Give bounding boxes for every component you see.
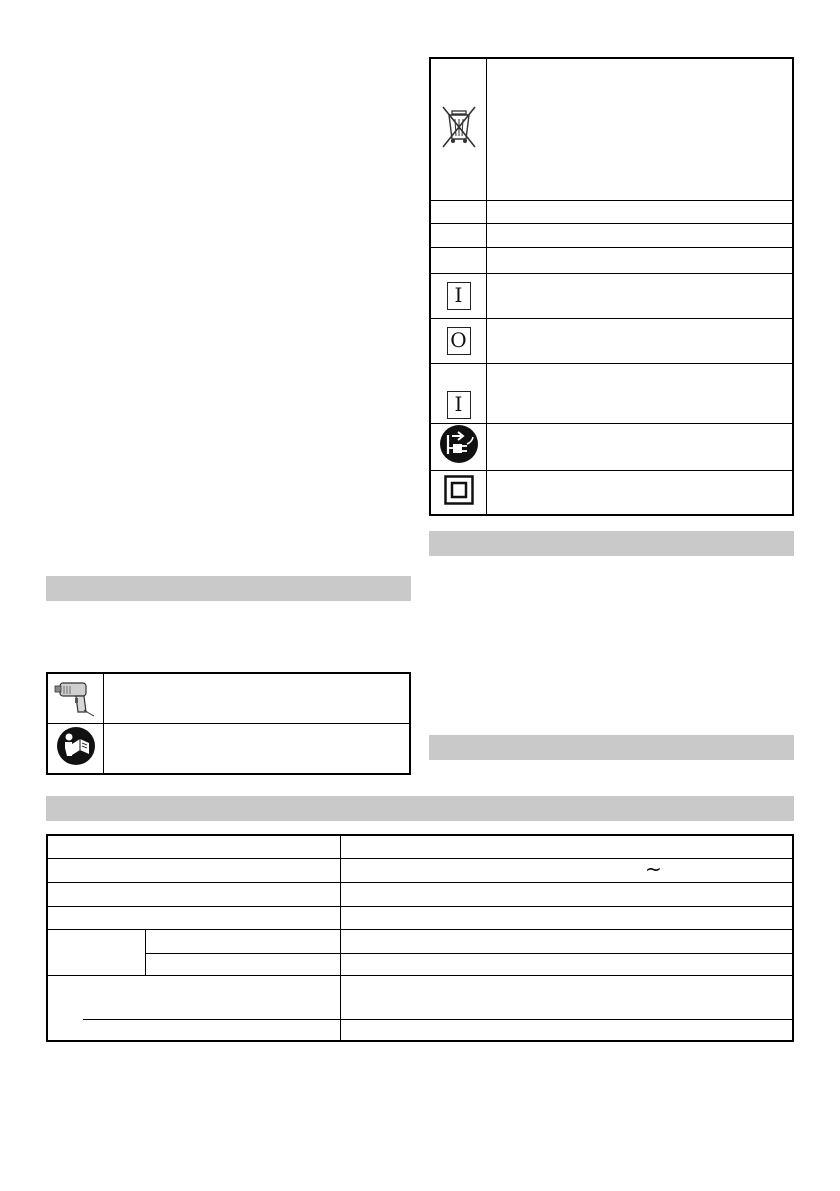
symbol-text [487,58,794,200]
symbol-row [430,223,793,247]
symbol-row [430,363,793,423]
symbol-row [430,273,793,318]
power-tool-icon [54,674,98,718]
symbol-icon-cell [430,423,487,470]
divider [83,1019,340,1020]
spec-sublabel-cell [146,953,341,975]
specifications-table [46,834,794,1042]
switch-on-icon: I [447,282,471,310]
specifications-heading-bar [46,796,794,821]
symbol-text [104,724,411,774]
table-row [47,906,793,929]
spec-value-cell [341,858,794,882]
symbol-row [430,423,793,470]
spec-label-cell [47,1019,341,1041]
symbol-row [430,58,793,200]
switch-off-icon: O [447,327,471,355]
spec-label-cell [47,835,341,858]
symbol-text [487,363,794,423]
symbol-row [47,724,410,774]
symbol-row [430,470,793,515]
spec-sublabel-cell [146,929,341,953]
ac-voltage-symbol: ~ [645,856,662,881]
table-row [47,975,793,1019]
symbol-row [430,247,793,273]
table-row [47,835,793,858]
spec-group-label-cell [47,929,146,975]
symbols-table [429,57,794,516]
symbol-row [430,318,793,363]
symbol-text [487,273,794,318]
symbol-text [487,423,794,470]
symbol-icon-cell [47,673,104,724]
symbol-icon-cell [430,58,487,200]
symbol-text [487,470,794,515]
symbol-text [487,200,794,223]
symbol-icon-cell [430,200,487,223]
double-insulation-icon [444,475,474,505]
spec-label-cell [47,975,341,1019]
table-row [47,882,793,906]
symbol-icon-cell [430,363,487,423]
symbol-icon-cell [430,247,487,273]
spec-label-cell [47,882,341,906]
spec-value-cell [341,1019,794,1041]
disconnect-plug-icon [439,424,479,464]
symbol-icon-cell [430,223,487,247]
spec-value-cell [341,882,794,906]
spec-value-cell [341,906,794,929]
section-heading-bar [429,531,794,556]
switch-lock-icon: I [447,391,471,419]
symbol-icon-cell [430,273,487,318]
symbol-text [487,247,794,273]
symbol-row [47,673,410,724]
table-row [47,953,793,975]
symbol-text [487,318,794,363]
symbol-text [487,223,794,247]
spec-label-cell [47,906,341,929]
spec-value-cell [341,975,794,1019]
symbol-text [104,673,411,724]
symbol-row [430,200,793,223]
spec-value-cell [341,953,794,975]
section-heading-bar [429,735,794,760]
warning-symbols-table [46,672,411,775]
spec-value-cell [341,929,794,953]
weee-crossed-bin-icon [439,105,479,149]
read-manual-icon [56,726,96,766]
spec-value-cell [341,835,794,858]
symbol-icon-cell [430,470,487,515]
symbol-icon-cell [47,724,104,774]
table-row [47,1019,793,1041]
section-heading-bar [46,576,411,601]
symbol-icon-cell [430,318,487,363]
table-row [47,858,793,882]
spec-label-cell [47,858,341,882]
table-row [47,929,793,953]
